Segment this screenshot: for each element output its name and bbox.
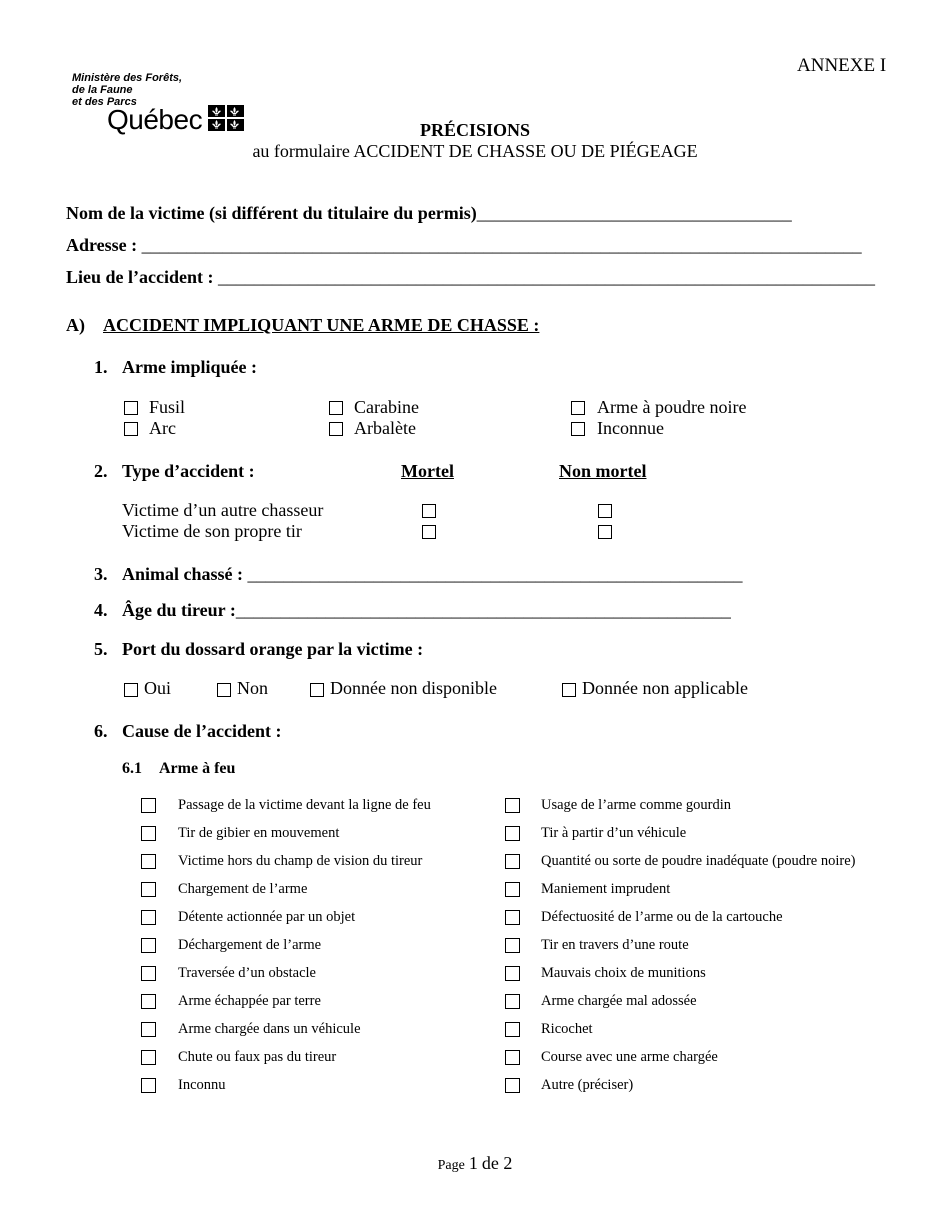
checkbox-donnee-non-disponible[interactable]: [310, 683, 324, 697]
checkbox-arc[interactable]: [124, 422, 138, 436]
cause-checkbox-left-10[interactable]: [141, 1050, 156, 1065]
checkbox-fusil[interactable]: [124, 401, 138, 415]
quebec-wordmark: Québec: [107, 104, 203, 135]
cause-label-right-6: Tir en travers d’une route: [541, 937, 689, 953]
cause-checkbox-left-4[interactable]: [141, 882, 156, 897]
question-4-label: Âge du tireur :: [122, 600, 236, 620]
shooter-age-line[interactable]: _______________________________________________________: [235, 600, 731, 620]
address-line[interactable]: ________________________________________________________________________________: [141, 235, 862, 255]
cause-label-right-7: Mauvais choix de munitions: [541, 965, 706, 981]
question-2-label: Type d’accident :: [122, 461, 255, 481]
checkbox-inconnue[interactable]: [571, 422, 585, 436]
checkbox-donnee-non-applicable[interactable]: [562, 683, 576, 697]
cause-label-right-2: Tir à partir d’un véhicule: [541, 825, 687, 841]
section-a-heading: [66, 315, 539, 336]
cause-label-left-2: Tir de gibier en mouvement: [178, 825, 340, 841]
option-arbalete-label: Arbalète: [354, 418, 416, 438]
ministry-line-2: de la Faune: [72, 84, 133, 96]
option-non-label: Non: [237, 678, 268, 698]
cause-checkbox-right-7[interactable]: [505, 966, 520, 981]
question-4-number: 4.: [94, 600, 108, 620]
page-word: Page: [437, 1158, 465, 1173]
cause-checkbox-right-10[interactable]: [505, 1050, 520, 1065]
option-arc-label: Arc: [149, 418, 176, 438]
accident-place-label: Lieu de l’accident :: [66, 267, 218, 287]
checkbox-oui[interactable]: [124, 683, 138, 697]
question-5-number: 5.: [94, 639, 108, 659]
cause-label-left-7: Traversée d’un obstacle: [178, 965, 316, 981]
victim-name-label: Nom de la victime (si différent du titulaire du permis): [66, 203, 477, 223]
cause-label-right-5: Défectuosité de l’arme ou de la cartouche: [541, 909, 783, 925]
cause-checkbox-right-6[interactable]: [505, 938, 520, 953]
cause-checkbox-left-5[interactable]: [141, 910, 156, 925]
question-6: [94, 721, 281, 742]
row-victim-own-shot: Victime de son propre tir: [122, 521, 302, 541]
subsection-6-1: [122, 760, 235, 778]
cause-label-right-10: Course avec une arme chargée: [541, 1049, 718, 1065]
checkbox-carabine[interactable]: [329, 401, 343, 415]
question-5: [94, 639, 423, 660]
cause-label-left-11: Inconnu: [178, 1077, 226, 1093]
question-2-number: 2.: [94, 461, 108, 481]
form-subtitle: au formulaire ACCIDENT DE CHASSE OU DE PIÉGEAGE: [252, 141, 698, 161]
row-victim-other-hunter: Victime d’un autre chasseur: [122, 500, 324, 520]
cause-checkbox-left-8[interactable]: [141, 994, 156, 1009]
cause-label-left-5: Détente actionnée par un objet: [178, 909, 356, 925]
checkbox-other-hunter-mortel[interactable]: [422, 504, 436, 518]
cause-label-left-6: Déchargement de l’arme: [178, 937, 322, 953]
question-3[interactable]: [94, 564, 743, 585]
accident-place-field[interactable]: [66, 267, 875, 288]
question-4[interactable]: [94, 600, 731, 621]
ministry-name: [72, 72, 182, 108]
cause-checkbox-left-7[interactable]: [141, 966, 156, 981]
cause-label-left-9: Arme chargée dans un véhicule: [178, 1021, 361, 1037]
cause-label-left-1: Passage de la victime devant la ligne de feu: [178, 797, 431, 813]
cause-checkbox-right-8[interactable]: [505, 994, 520, 1009]
cause-label-right-8: Arme chargée mal adossée: [541, 993, 697, 1009]
cause-checkbox-right-2[interactable]: [505, 826, 520, 841]
address-label: Adresse :: [66, 235, 142, 255]
cause-label-right-9: Ricochet: [541, 1021, 593, 1037]
cause-checkbox-right-5[interactable]: [505, 910, 520, 925]
cause-label-left-4: Chargement de l’arme: [178, 881, 308, 897]
option-inconnue-label: Inconnue: [597, 418, 664, 438]
option-oui-label: Oui: [144, 678, 171, 698]
address-field[interactable]: [66, 235, 862, 256]
section-a-number: A): [66, 315, 85, 335]
cause-checkbox-right-11[interactable]: [505, 1078, 520, 1093]
cause-checkbox-left-11[interactable]: [141, 1078, 156, 1093]
cause-label-left-10: Chute ou faux pas du tireur: [178, 1049, 337, 1065]
question-1-label: Arme impliquée :: [122, 357, 257, 377]
cause-checkbox-right-1[interactable]: [505, 798, 520, 813]
question-5-label: Port du dossard orange par la victime :: [122, 639, 424, 659]
subsection-6-1-label: Arme à feu: [159, 760, 236, 777]
victim-name-field[interactable]: [66, 203, 792, 224]
victim-name-line[interactable]: ___________________________________: [476, 203, 792, 223]
question-1-number: 1.: [94, 357, 108, 377]
annex-label: ANNEXE I: [797, 55, 887, 76]
subsection-6-1-number: 6.1: [122, 760, 142, 777]
option-arme-poudre-noire-label: Arme à poudre noire: [597, 397, 747, 417]
question-3-number: 3.: [94, 564, 108, 584]
animal-hunted-line[interactable]: _______________________________________________________: [247, 564, 743, 584]
page-footer: [0, 1153, 950, 1174]
accident-place-line[interactable]: _________________________________________________________________________: [217, 267, 875, 287]
question-6-label: Cause de l’accident :: [122, 721, 282, 741]
cause-checkbox-left-2[interactable]: [141, 826, 156, 841]
ministry-line-1: Ministère des Forêts,: [72, 72, 183, 84]
question-1: [94, 357, 257, 378]
page-number: 1: [468, 1153, 478, 1173]
column-non-mortel: Non mortel: [559, 461, 647, 481]
form-title-text: PRÉCISIONS: [419, 120, 531, 140]
cause-label-right-1: Usage de l’arme comme gourdin: [541, 797, 732, 813]
question-2: [94, 461, 255, 482]
question-3-label: Animal chassé :: [122, 564, 248, 584]
column-mortel: Mortel: [401, 461, 454, 481]
checkbox-non[interactable]: [217, 683, 231, 697]
cause-label-left-8: Arme échappée par terre: [178, 993, 321, 1009]
form-title: [0, 120, 950, 141]
checkbox-arme-poudre-noire[interactable]: [571, 401, 585, 415]
option-donnee-non-applicable-label: Donnée non applicable: [582, 678, 748, 698]
cause-checkbox-right-4[interactable]: [505, 882, 520, 897]
cause-checkbox-left-3[interactable]: [141, 854, 156, 869]
checkbox-own-shot-mortel[interactable]: [422, 525, 436, 539]
cause-label-right-11: Autre (préciser): [541, 1077, 634, 1093]
cause-checkbox-left-1[interactable]: [141, 798, 156, 813]
question-6-number: 6.: [94, 721, 108, 741]
checkbox-own-shot-non-mortel[interactable]: [598, 525, 612, 539]
option-carabine-label: Carabine: [354, 397, 419, 417]
option-fusil-label: Fusil: [149, 397, 186, 417]
checkbox-arbalete[interactable]: [329, 422, 343, 436]
cause-checkbox-left-9[interactable]: [141, 1022, 156, 1037]
checkbox-other-hunter-non-mortel[interactable]: [598, 504, 612, 518]
cause-label-right-4: Maniement imprudent: [541, 881, 671, 897]
cause-checkbox-right-9[interactable]: [505, 1022, 520, 1037]
cause-label-left-3: Victime hors du champ de vision du tireur: [178, 853, 423, 869]
option-donnee-non-disponible-label: Donnée non disponible: [330, 678, 497, 698]
page-total: de 2: [481, 1153, 513, 1173]
ministry-line-3: et des Parcs: [72, 96, 137, 108]
section-a-title: ACCIDENT IMPLIQUANT UNE ARME DE CHASSE :: [103, 315, 540, 335]
cause-checkbox-left-6[interactable]: [141, 938, 156, 953]
cause-checkbox-right-3[interactable]: [505, 854, 520, 869]
cause-label-right-3: Quantité ou sorte de poudre inadéquate (poudre noire): [541, 853, 856, 869]
